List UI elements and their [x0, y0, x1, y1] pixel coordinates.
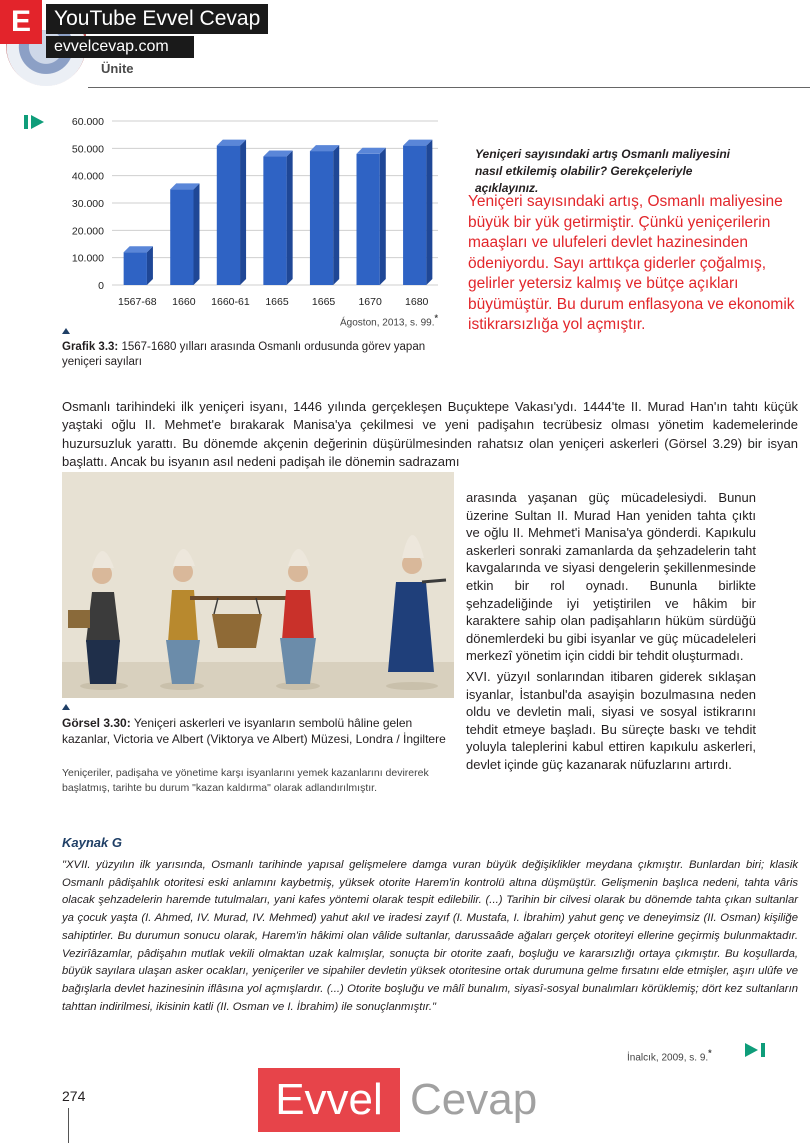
right-column-paragraph: arasında yaşanan güç mücadelesiydi. Bunun üzerine Sultan II. Murad Han yeniden tahta çıktı ve oğlu II. Mehmet'i Manisa'ya gönderdi. Kapıkulu askerleri sonraki zamanlarda da şehzadelerin taht kavgalarında ve siyasi dengelerin şekillenmesinde etkin bir rol oynadı. Bununla birlikte şehzadeliğinde iyi yetiştirilen ve hâkim bir karaktere sahip olan padişahların hüküm sürdüğü dönemlerdeki bu gibi isyanlar ve güç mücadeleleri merkezî yönetim için ciddi bir tehdit oluşturmadı. — [466, 490, 756, 664]
bar — [170, 189, 193, 285]
caption-marker-icon — [62, 328, 70, 334]
x-tick-label: 1665 — [265, 296, 289, 308]
brand-logo: E — [0, 0, 42, 44]
janissary-bar-chart — [62, 108, 452, 316]
source-quote: "XVII. yüzyılın ilk yarısında, Osmanlı tarihinde yapısal gelişmelere damga vuran büyük değişiklikler meydana çıkmıştır. Bunlardan biri; klasik Osmanlı pâdişahlık otoritesi eski anlamını kaybetmiş, yüksek otorite Harem'in kontrolü altına düşmüştür. Gelişmenin başlıca nedeni, tahta vâris olacak şehzadelerin haremde tutulmaları, yani kafes yöntemi olarak tespit edilebilir. (...) Tarihin bir cilvesi olarak bu dönemde tahta çıkan sultanlar ya çocuk yaşta (I. Ahmed, IV. Murad, IV. Mehmed) yahut akıl ve iradesi zayıf (I. Mustafa, I. İbrahim) yahut genç ve deneyimsiz (II. Osman) kişiliğe sahiptirler. Bu durumun sonucu olarak, Harem'in hâkimi olan vâlide sultanlar, darussaâde ağaları gerçek otoriteyi ellerine geçirmiş bulunmaktadır. Vezirîâzamlar, pâdişahın mutlak vekili olmaktan uzak kalmışlar, sonuçta bir otorite zaafı, boşluğu ve kararsızlığı ortaya çıkmıştır. Bu koşullarda, büyük sayılara ulaşan asker ocakları, yeniçeriler ve sipahiler devletin yüksek otoritesine ortak durumuna gelme fırsatını elde etmişler, aşırı ulûfe ve bağışlarla devlet hazinesinin iflâsına yol açmışlardır. (...) Otorite boşluğu ve mâlî bunalım, siyasî-sosyal bunalımları körüklemiş; dört kez sultanların tahttan indirilmesi, ikisinin katli (II. Osman ve I. İbrahim) ile sonuçlanmıştır." — [62, 859, 798, 1013]
question-text: Yeniçeri sayısındaki artış Osmanlı maliyesini nasıl etkilemiş olabilir? Gerekçeleriyle açıklayınız. — [475, 147, 731, 195]
x-tick-label: 1660 — [172, 296, 196, 308]
y-tick-label: 60.000 — [71, 116, 104, 128]
bar-side — [333, 145, 339, 285]
bar — [310, 151, 333, 285]
y-tick-label: 30.000 — [71, 198, 104, 210]
channel-name: YouTube Evvel Cevap — [46, 4, 268, 34]
bar — [357, 154, 380, 285]
bar — [124, 252, 147, 285]
janissary-painting — [62, 472, 454, 698]
bar-side — [147, 246, 153, 285]
bar — [263, 157, 286, 285]
footer-logo-evvel: Evvel — [258, 1068, 400, 1132]
caption-marker-icon — [62, 704, 70, 710]
page-number: 274 — [62, 1088, 86, 1104]
y-tick-label: 0 — [98, 280, 104, 292]
y-tick-label: 50.000 — [71, 143, 104, 156]
y-tick-label: 40.000 — [71, 170, 104, 183]
y-tick-label: 10.000 — [71, 252, 104, 265]
right-column-paragraph: XVI. yüzyıl sonlarından itibaren giderek sıklaşan isyanlar, İstanbul'da asayişin bozulmasına neden oldu ve devletin mali, siyasi ve sosyal istikrarını tehdit etmeye başladı. Bu süreçte baskı ve tehdit yoluyla taleplerini kabul ettiren kapıkulu askerleri, devlet içinde güç kazanarak nüfuzlarını artırdı. — [466, 668, 756, 772]
x-tick-label: 1680 — [405, 296, 429, 308]
footer-logo-cevap: Cevap — [410, 1075, 538, 1124]
answer-text: Yeniçeri sayısındaki artış, Osmanlı maliyesine büyük bir yük getirmiştir. Çünkü yeniçerilerin maaşları ve ulufeleri devlet hazinesinden ödeniyordu. Sayı arttıkça giderler çoğalmış, gelirler yetersiz kalmış ve bütçe açıkları büyümüştür. Bu durum enflasyona ve ekonomik istikrarsızlığa yol açmıştır. — [468, 193, 795, 333]
site-url: evvelcevap.com — [46, 36, 194, 58]
play-start-icon — [24, 114, 46, 130]
bar-side — [287, 151, 293, 285]
page-divider — [68, 1108, 69, 1143]
y-tick-label: 20.000 — [71, 225, 104, 238]
x-tick-label: 1670 — [358, 296, 382, 308]
source-heading: Kaynak G — [62, 835, 122, 850]
bar-side — [426, 140, 432, 285]
intro-paragraph: Osmanlı tarihindeki ilk yeniçeri isyanı, 1446 yılında gerçekleşen Buçuktepe Vakası'ydı. 1444'te II. Murad Han'ın tahtı küçük yaştaki oğlu II. Mehmet'e bırakarak Manisa'ya çekilmesi ve yeni padişahın tecrübesiz olması yönetim kademelerinde huzursuzluk yarattı. Bu dönemde akçenin değerinin düşürülmesinden rahatsız olan yeniçeri askerleri (Görsel 3.29) bir isyan başlattı. Ancak bu isyanın asıl nedeni padişah ile dönemin sadrazamı — [62, 399, 798, 470]
x-tick-label: 1567-68 — [118, 296, 157, 308]
right-column-text — [466, 489, 756, 777]
bar — [217, 146, 240, 285]
chart-source: Ágoston, 2013, s. 99.* — [340, 313, 439, 329]
figure-note: Yeniçeriler, padişaha ve yönetime karşı isyanlarını yemek kazanlarını devirerek başlatmış, tarihte bu durum "kazan kaldırma" olarak adlandırılmıştır. — [62, 767, 429, 794]
figure-caption: Görsel 3.30: Yeniçeri askerleri ve isyanların sembolü hâline gelen kazanlar, Victoria ve Albert (Viktorya ve Albert) Müzesi, Londra / İngiltere — [62, 716, 446, 746]
bar-side — [194, 183, 200, 285]
header-divider — [88, 87, 810, 88]
unit-label: Ünite — [101, 61, 134, 76]
play-end-icon — [745, 1042, 767, 1058]
x-tick-label: 1665 — [311, 296, 336, 308]
source-citation: İnalcık, 2009, s. 9.* — [627, 1048, 712, 1064]
graph-caption: Grafik 3.3: 1567-1680 yılları arasında Osmanlı ordusunda görev yapan yeniçeri sayıları — [62, 341, 426, 368]
x-tick-label: 1660-61 — [211, 296, 250, 308]
bar-side — [380, 148, 386, 285]
bar-side — [240, 140, 246, 285]
bar — [403, 146, 426, 285]
